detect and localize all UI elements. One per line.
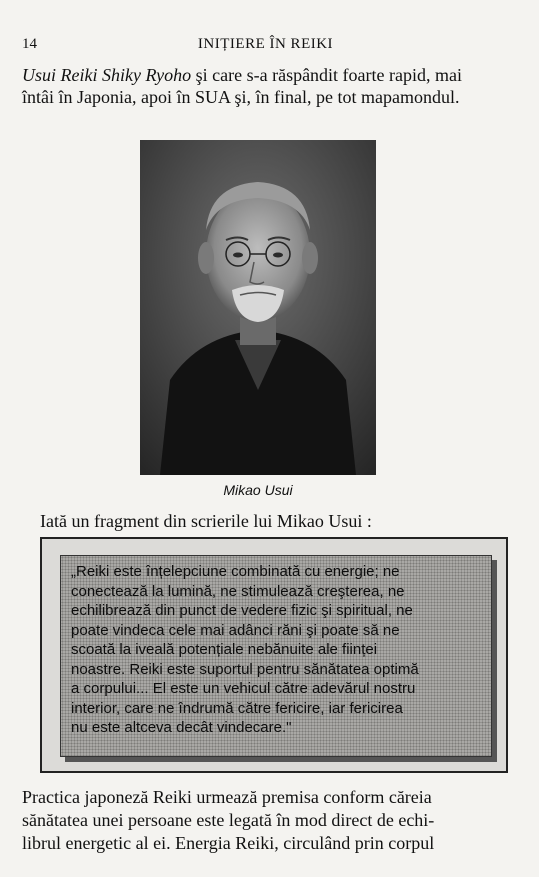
- body-line: librul energetic al ei. Energia Reiki, circulând prin corpul: [22, 833, 435, 853]
- quote-box: [60, 555, 492, 757]
- page-header: [22, 36, 509, 56]
- quote-frame: [40, 537, 508, 773]
- intro-line-2: întâi în Japonia, apoi în SUA şi, în final, pe tot mapamondul.: [22, 87, 460, 107]
- photo-caption: Mikao Usui: [223, 482, 293, 498]
- quote-line: noastre. Reiki este suportul pentru sănătatea optimă: [71, 660, 419, 678]
- quote-line: interior, care ne îndrumă către fericire, iar fericirea: [71, 699, 403, 717]
- page-number: 14: [22, 36, 37, 52]
- quote-text: [71, 562, 481, 738]
- body-paragraph: [22, 786, 510, 855]
- quote-lead-in: Iată un fragment din scrierile lui Mikao Usui :: [40, 511, 372, 531]
- quote-line: „Reiki este înțelepciune combinată cu energie; ne: [71, 563, 400, 580]
- portrait-photo: [140, 140, 376, 475]
- quote-line: poate vindeca cele mai adânci răni şi poate să ne: [71, 621, 400, 639]
- quote-line: nu este altceva decât vindecare.": [71, 719, 292, 736]
- running-title: INIȚIERE ÎN REIKI: [197, 36, 334, 52]
- quote-line: conectează la lumină, ne stimulează creşterea, ne: [71, 582, 405, 600]
- quote-line: echilibrează din punct de vedere fizic şi spiritual, ne: [71, 602, 413, 619]
- quote-line: a corpului... El este un vehicul către adevărul nostru: [71, 680, 416, 697]
- intro-line-1-rest: şi care s-a răspândit foarte rapid, mai: [191, 65, 463, 85]
- intro-italic-title: Usui Reiki Shiky Ryoho: [22, 65, 192, 85]
- body-line: sănătatea unei persoane este legată în mod direct de echi-: [22, 810, 435, 830]
- body-line: Practica japoneză Reiki urmează premisa conform căreia: [22, 787, 432, 807]
- intro-paragraph: [22, 64, 502, 108]
- quote-line: scoată la iveală potențiale nebănuite ale ființei: [71, 641, 378, 658]
